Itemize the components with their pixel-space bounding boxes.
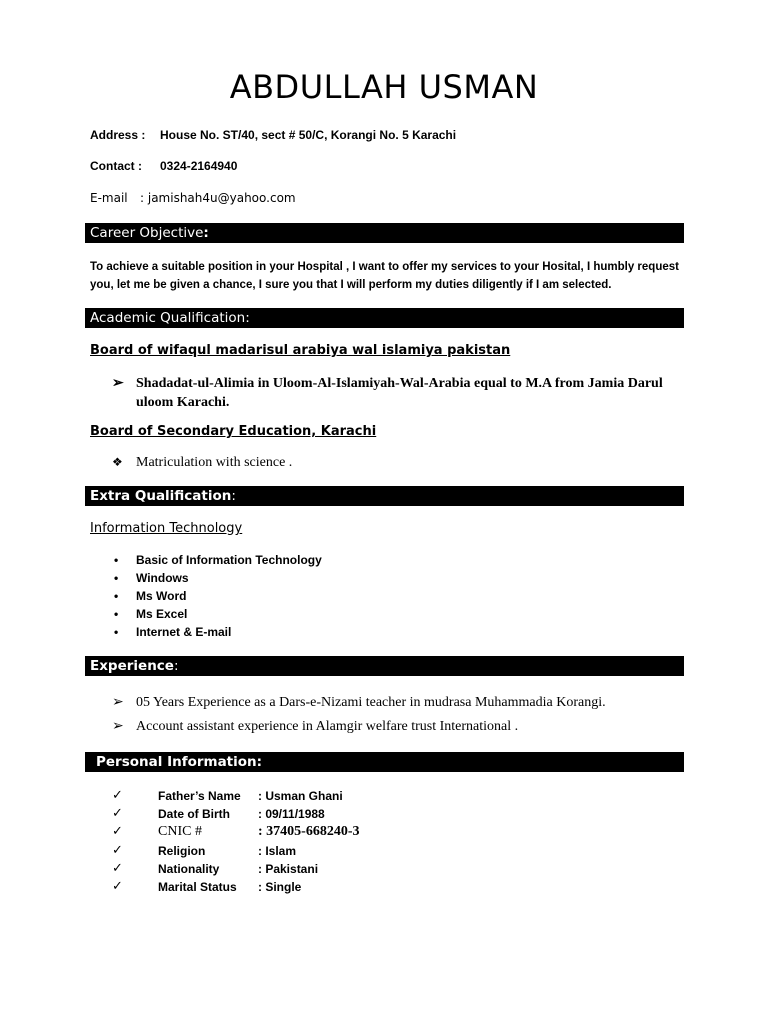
arrow-bullet-icon: ➢	[112, 719, 124, 734]
contact-value: 0324-2164940	[160, 159, 238, 173]
father-name-value: : Usman Ghani	[258, 789, 343, 803]
career-heading-text: Career Objective	[90, 225, 204, 241]
experience-heading-colon: :	[173, 658, 179, 674]
personal-information-heading	[85, 752, 684, 772]
dot-bullet-icon: •	[114, 625, 119, 639]
checkmark-icon: ✓	[112, 861, 123, 876]
checkmark-icon: ✓	[112, 788, 123, 803]
it-skill: Windows	[136, 571, 189, 585]
date-of-birth-label: Date of Birth	[158, 807, 230, 821]
extra-qualification-heading	[85, 486, 684, 506]
it-skill: Ms Excel	[136, 607, 188, 621]
personal-info-row	[112, 842, 612, 860]
cnic-label: CNIC #	[158, 824, 202, 839]
experience-heading-text: Experience	[90, 658, 174, 674]
board-wifaq-heading: Board of wifaqul madarisul arabiya wal islamiya pakistan	[90, 343, 511, 358]
personal-info-row	[112, 805, 612, 823]
personal-info-row	[112, 787, 612, 805]
email-value: : jamishah4u@yahoo.com	[140, 191, 296, 205]
dot-bullet-icon: •	[114, 571, 119, 585]
experience-heading	[85, 656, 684, 676]
personal-info-row	[112, 878, 612, 896]
personal-info-row	[112, 823, 612, 841]
candidate-name: ABDULLAH USMAN	[229, 68, 539, 106]
dot-bullet-icon: •	[114, 553, 119, 567]
matriculation-item: Matriculation with science .	[136, 455, 293, 470]
marital-status-label: Marital Status	[158, 880, 237, 894]
personal-heading-text: Personal Information:	[96, 754, 263, 770]
nationality-label: Nationality	[158, 862, 220, 876]
diamond-bullet-icon: ❖	[112, 455, 123, 469]
checkmark-icon: ✓	[112, 843, 123, 858]
email-row	[90, 191, 296, 205]
career-objective-heading	[85, 223, 684, 243]
address-value: House No. ST/40, sect # 50/C, Korangi No. 5 Karachi	[160, 128, 457, 142]
extra-heading-text: Extra Qualification	[90, 488, 232, 504]
checkmark-icon: ✓	[112, 879, 123, 894]
contact-row	[90, 159, 237, 173]
extra-heading-colon: :	[231, 488, 236, 504]
career-objective-text: To achieve a suitable position in your Hospital , I want to offer my services to your Hosital, I humbly request you, let me be given a chance, I sure you that I will perform my duties diligently if I am selected.	[90, 261, 679, 291]
religion-value: : Islam	[258, 844, 297, 858]
arrow-bullet-icon: ➢	[112, 376, 124, 391]
email-label: E-mail	[90, 191, 128, 205]
it-skill: Internet & E-mail	[136, 625, 232, 639]
checkmark-icon: ✓	[112, 806, 123, 821]
address-row	[90, 128, 456, 142]
marital-status-value: : Single	[258, 880, 302, 894]
nationality-value: : Pakistani	[258, 862, 319, 876]
it-skill: Basic of Information Technology	[136, 553, 322, 567]
cnic-value: : 37405-668240-3	[258, 824, 360, 839]
career-heading-colon: :	[203, 225, 209, 241]
academic-qualification-heading: Academic Qualification:	[85, 308, 684, 328]
date-of-birth-value: : 09/11/1988	[258, 807, 325, 821]
dot-bullet-icon: •	[114, 607, 119, 621]
contact-label: Contact :	[90, 159, 142, 173]
information-technology-heading: Information Technology	[90, 521, 243, 536]
address-label: Address :	[90, 128, 146, 142]
personal-info-row	[112, 860, 612, 878]
arrow-bullet-icon: ➢	[112, 695, 124, 710]
checkmark-icon: ✓	[112, 824, 123, 839]
board-secondary-heading: Board of Secondary Education, Karachi	[90, 424, 377, 439]
religion-label: Religion	[158, 844, 206, 858]
alimia-qualification: Shadadat-ul-Alimia in Uloom-Al-Islamiyah-Wal-Arabia equal to M.A from Jamia Darul uloom Karachi.	[136, 376, 663, 410]
dot-bullet-icon: •	[114, 589, 119, 603]
experience-item: Account assistant experience in Alamgir welfare trust International .	[136, 719, 519, 734]
it-skill: Ms Word	[136, 589, 187, 603]
father-name-label: Father’s Name	[158, 789, 241, 803]
experience-item: 05 Years Experience as a Dars-e-Nizami teacher in mudrasa Muhammadia Korangi.	[136, 695, 606, 710]
